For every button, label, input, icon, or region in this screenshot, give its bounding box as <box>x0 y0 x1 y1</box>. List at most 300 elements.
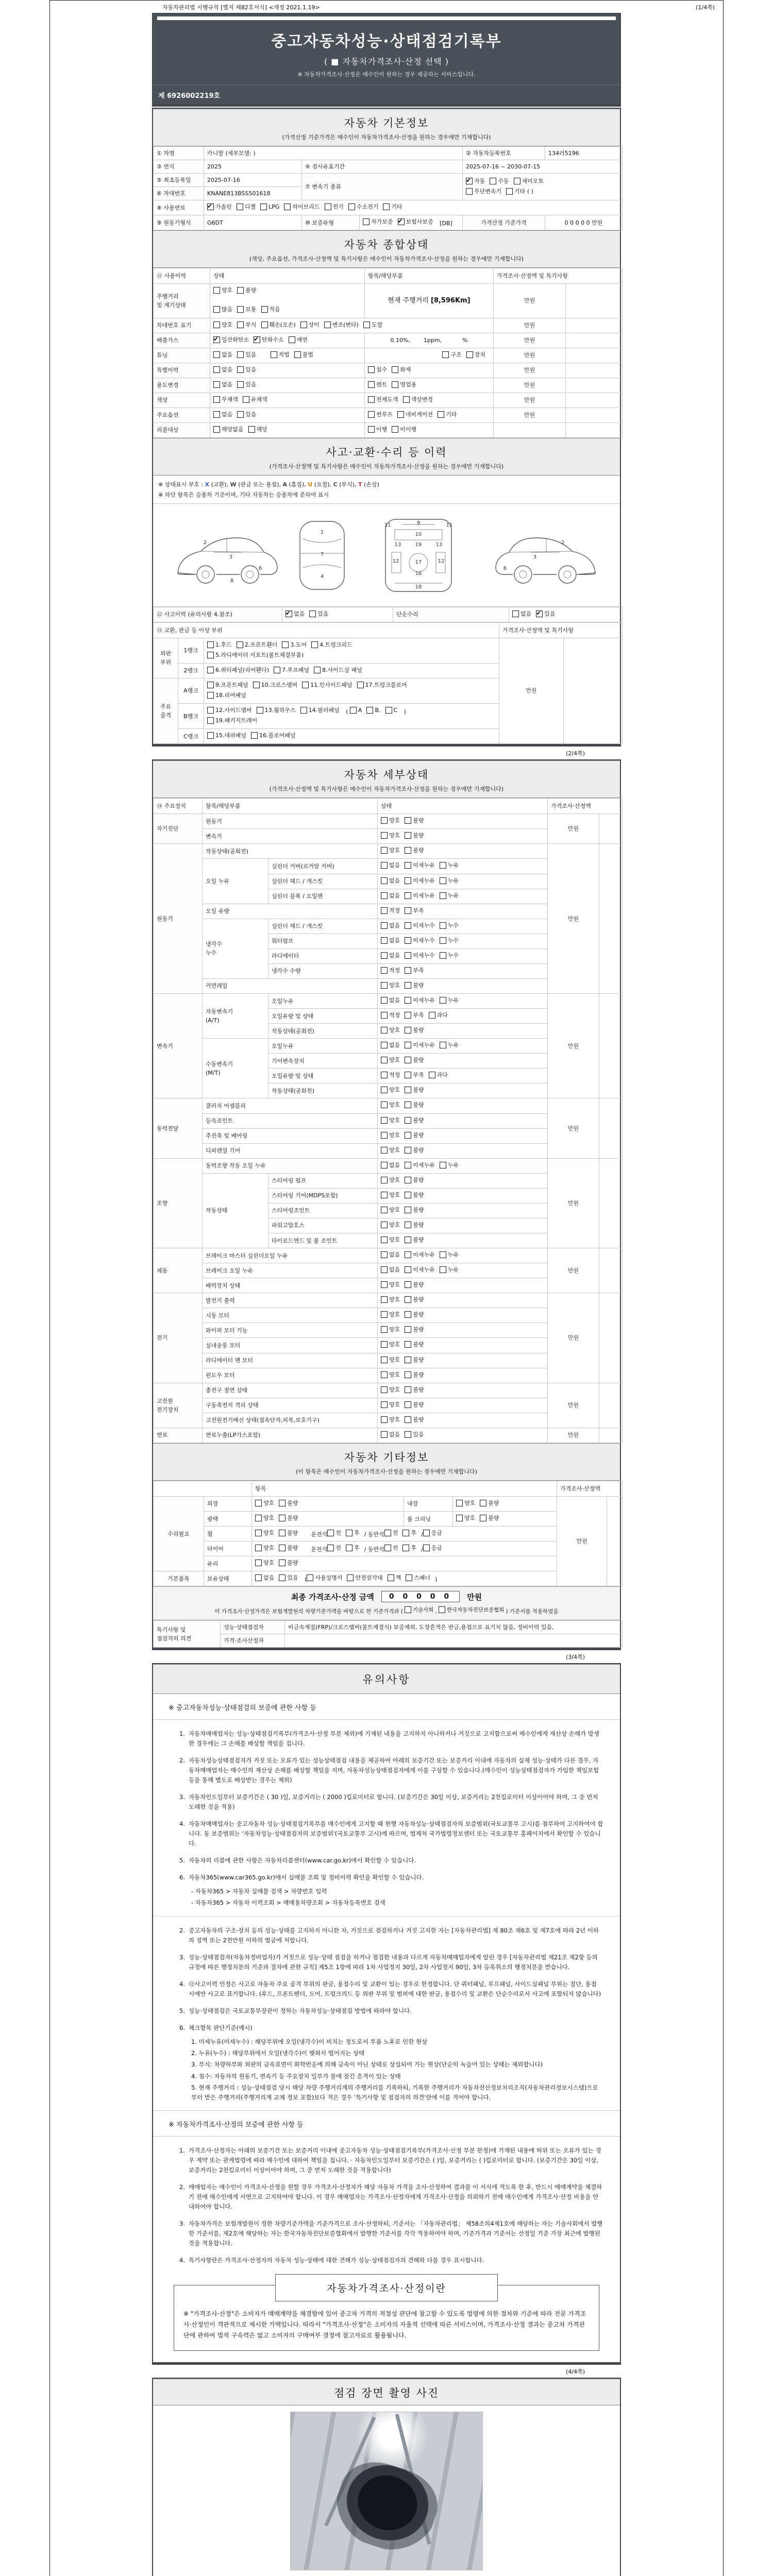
checkbox-icon <box>405 1357 411 1363</box>
checkbox-9.프론트패널[interactable]: 9.프론트패널 <box>207 681 248 689</box>
checkbox-불량[interactable]: 불량 <box>405 1355 424 1364</box>
table-row <box>154 1512 623 1527</box>
checkbox-16.플로어패널[interactable]: 16.플로어패널 <box>251 731 296 740</box>
accident-section-head <box>153 438 620 476</box>
checkbox-불량[interactable]: 불량 <box>405 1116 424 1125</box>
checkbox-있음[interactable]: 있음 <box>237 380 256 389</box>
table-cell <box>378 1173 548 1188</box>
checkbox-1.후드[interactable]: 1.후드 <box>207 640 232 649</box>
section-page2 <box>152 759 621 1650</box>
checkbox-7.루프패널[interactable]: 7.루프패널 <box>274 666 309 674</box>
checkbox-양호[interactable]: 양호 <box>381 1146 400 1155</box>
checkbox-기타[interactable]: 기타 <box>383 202 402 211</box>
checkbox-미세누유[interactable]: 미세누유 <box>405 996 435 1005</box>
checkbox-불량[interactable]: 불량 <box>405 1325 424 1334</box>
checkbox-icon <box>207 204 214 210</box>
checkbox-미세누유[interactable]: 미세누유 <box>405 876 435 885</box>
checkbox-양호[interactable]: 양호 <box>381 1385 400 1394</box>
checkbox-양호[interactable]: 양호 <box>381 1355 400 1364</box>
checkbox-수동[interactable]: 수동 <box>490 177 509 185</box>
checkbox-전[interactable]: 전 <box>384 1529 398 1537</box>
checkbox-양호[interactable]: 양호 <box>213 320 232 329</box>
checkbox-무단변속기[interactable]: 무단변속기 <box>466 187 501 196</box>
checkbox-양호[interactable]: 양호 <box>381 1086 400 1094</box>
diagram-zone-number: 11 <box>384 522 391 528</box>
checkbox-불량[interactable]: 불량 <box>405 1280 424 1289</box>
checkbox-가솔린[interactable]: ✔ 가솔린 <box>207 202 232 211</box>
table-cell <box>378 1158 548 1173</box>
checkbox-양호[interactable]: 양호 <box>381 1191 400 1199</box>
checkbox-양호[interactable]: 양호 <box>381 1415 400 1424</box>
checkbox-icon <box>381 1416 388 1423</box>
table-cell: 만원 <box>494 378 566 393</box>
checkbox-icon <box>381 907 388 914</box>
checkbox-누수[interactable]: 누수 <box>440 921 459 930</box>
checkbox-적정[interactable]: 적정 <box>381 1011 400 1020</box>
checkbox-양호[interactable]: 양호 <box>381 1280 400 1289</box>
checkbox-후[interactable]: 후 <box>402 1529 416 1537</box>
checkbox-있음[interactable]: 있음 <box>237 365 256 374</box>
checkbox-침수[interactable]: 침수 <box>368 365 387 374</box>
checkbox-후[interactable]: 후 <box>346 1544 360 1552</box>
checkbox-적법[interactable]: 적법 <box>271 350 290 359</box>
checkbox-양호[interactable]: 양호 <box>381 1325 400 1334</box>
checkbox-전[interactable]: 전 <box>327 1529 341 1537</box>
checkbox-이행[interactable]: 이행 <box>368 425 387 434</box>
checkbox-icon <box>405 1027 411 1033</box>
checkbox-기타[interactable]: 기타 <box>438 410 457 419</box>
table-cell: 외장 <box>204 1496 252 1511</box>
checkbox-해당[interactable]: 해당 <box>248 425 267 434</box>
checkbox-양호[interactable]: 양호 <box>381 831 400 840</box>
table-cell: ⑪ 사용이력 <box>154 268 210 284</box>
checkbox-불량[interactable]: 불량 <box>405 1176 424 1184</box>
checkbox-변조(변타)[interactable]: 변조(변타) <box>324 320 359 329</box>
checkbox-불량[interactable]: 불량 <box>405 1235 424 1244</box>
checkbox-일산화탄소[interactable]: ✔ 일산화탄소 <box>213 335 249 344</box>
checkbox-불량[interactable]: 불량 <box>279 1529 298 1537</box>
etc-section-title: 자동차 기타정보 <box>344 1451 429 1464</box>
car-underside-icon <box>326 2452 446 2561</box>
checkbox-누유[interactable]: 누유 <box>440 876 459 885</box>
table-cell <box>210 378 365 393</box>
checkbox-불량[interactable]: 불량 <box>405 816 424 825</box>
checkbox-17.트렁크플로어[interactable]: 17.트렁크플로어 <box>357 681 407 689</box>
diagram-zone-number: 4 <box>320 573 324 580</box>
table-row <box>154 200 623 215</box>
checkbox-6.쿼터패널(리어휀다)[interactable]: 6.쿼터패널(리어휀다) <box>207 666 269 674</box>
table-cell <box>378 1353 548 1368</box>
checkbox-불량[interactable]: 불량 <box>405 1370 424 1379</box>
checkbox-양호[interactable]: 양호 <box>381 1100 400 1109</box>
checkbox-양호[interactable]: 양호 <box>255 1544 274 1552</box>
table-row <box>154 1428 623 1443</box>
basic-section-title: 자동차 기본정보 <box>344 117 429 129</box>
checkbox-불량[interactable]: 불량 <box>480 1514 499 1522</box>
table-cell: 가격산정 기준가격 <box>463 215 545 230</box>
checkbox-icon <box>405 937 411 944</box>
checkbox-불량[interactable]: 불량 <box>279 1558 298 1567</box>
checkbox-불량[interactable]: 불량 <box>405 981 424 990</box>
diagram-zone-number: 2 <box>561 539 565 546</box>
checkbox-icon <box>237 366 244 373</box>
checkbox-불량[interactable]: 불량 <box>480 1499 499 1507</box>
checkbox-4.트렁크리드[interactable]: 4.트렁크리드 <box>311 640 352 649</box>
table-cell <box>599 814 623 844</box>
checkbox-불량[interactable]: 불량 <box>405 846 424 855</box>
checkbox-양호[interactable]: 양호 <box>255 1514 274 1522</box>
checkbox-적정[interactable]: 적정 <box>381 966 400 975</box>
checkbox-네비게이션[interactable]: 네비게이션 <box>397 410 433 419</box>
table-cell <box>378 1413 548 1428</box>
table-cell <box>204 729 499 744</box>
checkbox-18.리어패널[interactable]: 18.리어패널 <box>207 691 246 700</box>
checkbox-icon <box>405 1311 411 1318</box>
checkbox-양호[interactable]: 양호 <box>381 1056 400 1064</box>
checkbox-적정[interactable]: 적정 <box>381 906 400 915</box>
checkbox-없음[interactable]: 없음 <box>381 1041 400 1049</box>
checkbox-icon <box>423 1530 430 1536</box>
checkbox-없음[interactable]: 없음 <box>381 861 400 870</box>
checkbox-응급[interactable]: 응급 <box>423 1544 442 1552</box>
checkbox-스패너[interactable]: 스패너 <box>406 1573 430 1582</box>
checkbox-icon <box>405 1371 411 1378</box>
checkbox-양호[interactable]: 양호 <box>255 1529 274 1537</box>
checkbox-누유[interactable]: 누유 <box>440 891 459 900</box>
table-cell: 클러치 어셈블리 <box>203 1098 378 1113</box>
checkbox-icon <box>248 426 255 433</box>
checkbox-icon <box>347 1574 354 1581</box>
checkbox-양호[interactable]: 양호 <box>381 1206 400 1214</box>
checkbox-양호[interactable]: 양호 <box>456 1514 475 1522</box>
table-cell: 실린더 블록 / 오일팬 <box>268 889 378 904</box>
checkbox-색상변경[interactable]: 색상변경 <box>403 395 433 404</box>
checkbox-누유[interactable]: 누유 <box>440 861 459 870</box>
checkbox-있음[interactable]: 있음 <box>237 350 256 359</box>
checkbox-미세누유[interactable]: 미세누유 <box>405 861 435 870</box>
checkbox-15.대쉬패널[interactable]: 15.대쉬패널 <box>207 731 246 740</box>
checkbox-전[interactable]: 전 <box>327 1544 341 1552</box>
checkbox-자동[interactable]: ✔ 자동 <box>466 177 485 185</box>
checkbox-누유[interactable]: 누유 <box>440 1041 459 1049</box>
checkbox-전[interactable]: 전 <box>384 1544 398 1552</box>
checkbox-양호[interactable]: 양호 <box>456 1499 475 1507</box>
checkbox-미세누수[interactable]: 미세누수 <box>405 936 435 945</box>
checkbox-적정[interactable]: 적정 <box>381 1071 400 1079</box>
law-note: 자동차관리법 시행규칙 [별지 제82호서식] <개정 2021.1.19> <box>162 4 320 11</box>
table-cell <box>378 904 548 919</box>
checkbox-미세누유[interactable]: 미세누유 <box>405 1161 435 1170</box>
checkbox-13.휠하우스[interactable]: 13.휠하우스 <box>257 706 296 715</box>
checkbox-양호[interactable]: 양호 <box>381 1235 400 1244</box>
checkbox-부식[interactable]: 부식 <box>237 320 256 329</box>
checkbox-B,[interactable]: B, <box>366 706 380 715</box>
checkbox-icon <box>294 351 301 358</box>
checkbox-불량[interactable]: 불량 <box>405 1295 424 1304</box>
table-cell: 2랭크 <box>178 663 204 678</box>
checkbox-미세누유[interactable]: 미세누유 <box>405 891 435 900</box>
table-cell: 시동 모터 <box>203 1308 378 1323</box>
notice-item: 2. 자동차성능상태점검자가 거짓 또는 오류가 있는 성능상태점검 내용을 제공하여 아래의 보증기간 또는 보증거리 이내에 자동차의 실제 성능·상태가 다른 경우, 자동차매매업자는 매수인의 재산상 손해를 배상할 책임을 지며, 자동차성능상태점검자에게 이를 구상할 수 있습니다.(매수인이 성능상태점검자가 가입한 책임보험 등을 통해 별도로 배상받는 경우는 제외) <box>179 1757 599 1784</box>
diagram-zone-number: 19 <box>415 541 422 548</box>
checkbox-양호[interactable]: 양호 <box>381 1131 400 1140</box>
checkbox-양호[interactable]: 양호 <box>381 1116 400 1125</box>
checkbox-icon <box>207 652 214 658</box>
checkbox-없음[interactable]: 없음 <box>381 936 400 945</box>
checkbox-불량[interactable]: 불량 <box>405 1026 424 1035</box>
checkbox-없음[interactable]: 없음 <box>381 1250 400 1259</box>
table-cell <box>566 348 623 363</box>
checkbox-양호[interactable]: 양호 <box>213 286 232 295</box>
table-cell <box>365 408 494 422</box>
checkbox-매연[interactable]: 매연 <box>289 335 308 344</box>
checkbox-후[interactable]: 후 <box>346 1529 360 1537</box>
checkbox-있음[interactable]: 있음 <box>237 410 256 419</box>
checkbox-장치[interactable]: 장치 <box>466 350 485 359</box>
checkbox-불량[interactable]: 불량 <box>405 1415 424 1424</box>
checkbox-상이[interactable]: 상이 <box>300 320 320 329</box>
checkbox-미이행[interactable]: 미이행 <box>392 425 416 434</box>
checkbox-2.프론트휀더[interactable]: 2.프론트휀더 <box>237 640 278 649</box>
checkbox-A[interactable]: A <box>350 706 362 715</box>
diagram-zone-number: 1 <box>320 529 324 535</box>
checkbox-불량[interactable]: 불량 <box>405 1146 424 1155</box>
checkbox-미세누유[interactable]: 미세누유 <box>405 1250 435 1259</box>
checkbox-icon <box>405 892 411 899</box>
table-cell <box>378 1054 548 1069</box>
checkbox-icon <box>405 832 411 839</box>
checkbox-양호[interactable]: 양호 <box>381 816 400 825</box>
checkbox-양호[interactable]: 양호 <box>381 1340 400 1349</box>
checkbox-미세누유[interactable]: 미세누유 <box>405 1265 435 1274</box>
checkbox-11.인사이드패널[interactable]: 11.인사이드패널 <box>302 681 352 689</box>
checkbox-도말[interactable]: 도말 <box>363 320 382 329</box>
checkbox-안전삼각대[interactable]: 안전삼각대 <box>347 1573 382 1582</box>
checkbox-10.크로스멤버[interactable]: 10.크로스멤버 <box>253 681 298 689</box>
checkbox-화재[interactable]: 화재 <box>392 365 411 374</box>
checkbox-icon <box>466 351 473 358</box>
checkbox-응급[interactable]: 응급 <box>423 1529 442 1537</box>
table-cell: 배출가스 <box>154 333 210 348</box>
checkbox-부족[interactable]: 부족 <box>405 1071 424 1079</box>
checkbox-불량[interactable]: 불량 <box>405 1400 424 1409</box>
checkbox-누유[interactable]: 누유 <box>440 1265 459 1274</box>
accident-notes <box>153 476 620 504</box>
checkbox-LPG[interactable]: LPG <box>260 202 279 211</box>
checkbox-icon <box>381 1281 388 1288</box>
checkbox-없음[interactable]: 없음 <box>381 921 400 930</box>
checkbox-불량[interactable]: 불량 <box>405 1100 424 1109</box>
checkbox-양호[interactable]: 양호 <box>381 1295 400 1304</box>
checkbox-없음[interactable]: 없음 <box>381 891 400 900</box>
table-cell <box>252 1556 557 1571</box>
checkbox-양호[interactable]: 양호 <box>381 1176 400 1184</box>
table-cell <box>154 1481 252 1496</box>
checkbox-해당없음[interactable]: 해당없음 <box>213 425 244 434</box>
checkbox-14.필러패널[interactable]: 14.필러패널 <box>300 706 340 715</box>
checkbox-미세누수[interactable]: 미세누수 <box>405 951 435 960</box>
checkbox-잭[interactable]: 잭 <box>388 1573 401 1582</box>
checkbox-불량[interactable]: 불량 <box>405 1206 424 1214</box>
checkbox-불량[interactable]: 불량 <box>279 1499 298 1507</box>
checkbox-양호[interactable]: 양호 <box>381 1221 400 1229</box>
checkbox-누유[interactable]: 누유 <box>440 1250 459 1259</box>
table-cell <box>378 1218 548 1233</box>
table-cell: 작동상태(공회전) <box>268 1024 378 1039</box>
checkbox-기타 ( )[interactable]: 기타 ( ) <box>506 187 533 196</box>
checkbox-없음[interactable]: ✔ 없음 <box>285 609 305 618</box>
table-cell <box>378 844 548 859</box>
checkbox-후[interactable]: 후 <box>402 1544 416 1552</box>
checkbox-양호[interactable]: 양호 <box>381 1400 400 1409</box>
table-cell: 라디에이터 <box>268 948 378 963</box>
checkbox-없음[interactable]: 없음 <box>213 380 232 389</box>
checkbox-많음[interactable]: 많음 <box>213 305 232 314</box>
checkbox-icon <box>405 1177 411 1183</box>
table-cell: 항목/해당부품 <box>203 799 378 814</box>
table-cell: 만원 <box>494 363 566 378</box>
checkbox-없음[interactable]: 없음 <box>213 410 232 419</box>
checkbox-불량[interactable]: 불량 <box>279 1514 298 1522</box>
checkbox-icon <box>279 1560 285 1566</box>
checkbox-기술사회[interactable]: 기술사회 <box>405 1606 434 1614</box>
checkbox-불량[interactable]: 불량 <box>405 1385 424 1394</box>
checkbox-사용설명서[interactable]: 사용설명서 <box>307 1573 342 1582</box>
checkbox-없음[interactable]: 없음 <box>255 1573 274 1582</box>
checkbox-세미오토[interactable]: 세미오토 <box>514 177 544 185</box>
checkbox-한국자동차진단보증협회[interactable]: 한국자동차진단보증협회 <box>439 1606 505 1614</box>
checkbox-자가보증[interactable]: 자가보증 <box>363 217 393 226</box>
photos-section-title: 점검 장면 촬영 사진 <box>333 2386 440 2399</box>
checkbox-부족[interactable]: 부족 <box>405 966 424 975</box>
table-cell <box>378 994 548 1009</box>
table-cell: 추진축 및 베어링 <box>203 1128 378 1143</box>
checkbox-렌트[interactable]: 렌트 <box>368 380 387 389</box>
checkbox-불량[interactable]: 불량 <box>405 1056 424 1064</box>
checkbox-불량[interactable]: 불량 <box>405 1191 424 1199</box>
checkbox-영업용[interactable]: 영업용 <box>392 380 416 389</box>
checkbox-과다[interactable]: 과다 <box>429 1011 448 1020</box>
checkbox-icon <box>480 1500 486 1506</box>
checkbox-불량[interactable]: 불량 <box>279 1544 298 1552</box>
checkbox-불량[interactable]: 불량 <box>405 1340 424 1349</box>
checkbox-없음[interactable]: 없음 <box>512 609 531 618</box>
checkbox-불량[interactable]: 불량 <box>237 286 256 295</box>
table-cell <box>566 393 623 408</box>
checkbox-미세누수[interactable]: 미세누수 <box>405 921 435 930</box>
checkbox-없음[interactable]: 없음 <box>381 876 400 885</box>
checkbox-적음[interactable]: 적음 <box>261 305 280 314</box>
checkbox-8.사이드실 패널[interactable]: 8.사이드실 패널 <box>314 666 362 674</box>
checkbox-있음[interactable]: ✔ 있음 <box>536 609 555 618</box>
checkbox-C[interactable]: C <box>385 706 398 715</box>
checkbox-양호[interactable]: 양호 <box>255 1499 274 1507</box>
table-cell: 변속기 <box>154 994 203 1098</box>
checkbox-부족[interactable]: 부족 <box>405 906 424 915</box>
checkbox-없음[interactable]: 없음 <box>381 1430 400 1439</box>
checkbox-3.도어[interactable]: 3.도어 <box>282 640 307 649</box>
checkbox-icon <box>381 1132 388 1139</box>
checkbox-icon <box>261 321 268 328</box>
page-mark-1: (1/4쪽) <box>696 4 715 11</box>
checkbox-icon <box>381 967 388 974</box>
checkbox-19.패키지트레이[interactable]: 19.패키지트레이 <box>207 716 257 725</box>
checkbox-부족[interactable]: 부족 <box>405 1011 424 1020</box>
checkbox-보험사보증[interactable]: ✔ 보험사보증 <box>398 217 433 226</box>
table-row <box>154 638 623 663</box>
checkbox-보통[interactable]: 보통 <box>237 305 256 314</box>
checkbox-양호[interactable]: 양호 <box>381 1370 400 1379</box>
table-cell: 항목/해당부품 <box>365 268 494 284</box>
checkbox-있음[interactable]: 있음 <box>309 609 328 618</box>
checkbox-과다[interactable]: 과다 <box>429 1071 448 1079</box>
checkbox-icon <box>456 1515 463 1521</box>
checkbox-없음[interactable]: 없음 <box>381 1265 400 1274</box>
checkbox-12.사이드멤버[interactable]: 12.사이드멤버 <box>207 706 252 715</box>
final-price-amount: 0 0 0 0 0 <box>381 1591 460 1602</box>
checkbox-구조[interactable]: 구조 <box>442 350 461 359</box>
checkbox-불량[interactable]: 불량 <box>405 1131 424 1140</box>
checkbox-전기[interactable]: 전기 <box>325 202 344 211</box>
checkbox-양호[interactable]: 양호 <box>381 981 400 990</box>
table-cell: 등속죠인트 <box>203 1113 378 1128</box>
checkbox-없음[interactable]: 없음 <box>213 350 232 359</box>
checkbox-없음[interactable]: 없음 <box>381 951 400 960</box>
checkbox-탄화수소[interactable]: ✔ 탄화수소 <box>254 335 284 344</box>
checkbox-icon <box>392 381 398 388</box>
checkbox-있음[interactable]: 있음 <box>405 1430 424 1439</box>
table-cell <box>210 363 365 378</box>
checkbox-디젤[interactable]: 디젤 <box>237 202 256 211</box>
checkbox-있음[interactable]: 있음 <box>279 1573 298 1582</box>
checkbox-불량[interactable]: 불량 <box>405 1310 424 1319</box>
checkbox-5.라디에이터 서포트(볼트체결부품)[interactable]: 5.라디에이터 서포트(볼트체결부품) <box>207 651 304 659</box>
etc-section-sub: (이 항목은 매수인이 자동차가격조사·산정을 원하는 경우에만 기재합니다) <box>296 1468 477 1475</box>
checkbox-icon <box>368 381 375 388</box>
checkbox-누수[interactable]: 누수 <box>440 951 459 960</box>
checkbox-누유[interactable]: 누유 <box>440 996 459 1005</box>
checkbox-불량[interactable]: 불량 <box>405 1221 424 1229</box>
checkbox-유채색[interactable]: 유채색 <box>243 395 267 404</box>
checkbox-수소전기[interactable]: 수소전기 <box>348 202 379 211</box>
checkbox-썬루프[interactable]: 썬루프 <box>368 410 393 419</box>
checkbox-전체도색[interactable]: 전체도색 <box>368 395 398 404</box>
checkbox-불량[interactable]: 불량 <box>405 1086 424 1094</box>
checkbox-미세누유[interactable]: 미세누유 <box>405 1041 435 1049</box>
checkbox-양호[interactable]: 양호 <box>381 846 400 855</box>
checkbox-누수[interactable]: 누수 <box>440 936 459 945</box>
notice-item: 4. ⑫사고이력 인정은 사고로 자동차 주요 골격 부위의 판금, 용접수리 및 교환이 있는 경우로 한정합니다. 단 쿼터패널, 루프패널, 사이드실패널 부위는 절단, 용접 시에만 사고로 표기합니다. (후드, 프론트펜더, 도어, 트렁크리드 등 외판 부위 및 범퍼에 대한 판금, 용접수리 및 교환은 단순수리로서 사고에 포함되지 않습니다) <box>179 1980 601 1997</box>
checkbox-불량[interactable]: 불량 <box>405 831 424 840</box>
checkbox-누유[interactable]: 누유 <box>440 1161 459 1170</box>
checkbox-없음[interactable]: 없음 <box>381 996 400 1005</box>
checkbox-없음[interactable]: 없음 <box>213 365 232 374</box>
checkbox-양호[interactable]: 양호 <box>381 1026 400 1035</box>
checkbox-하이브리드[interactable]: 하이브리드 <box>284 202 320 211</box>
checkbox-훼손(오손)[interactable]: 훼손(오손) <box>261 320 296 329</box>
table-cell: 만원 <box>548 994 599 1098</box>
table-cell: ⑩ 보증유형 <box>302 215 360 230</box>
checkbox-없음[interactable]: 없음 <box>381 1161 400 1170</box>
checkbox-불법[interactable]: 불법 <box>294 350 313 359</box>
checkbox-icon <box>327 1530 334 1536</box>
table-cell <box>566 408 623 422</box>
checkbox-양호[interactable]: 양호 <box>255 1558 274 1567</box>
checkbox-icon <box>381 1057 388 1063</box>
checkbox-무채색[interactable]: 무채색 <box>213 395 238 404</box>
checkbox-양호[interactable]: 양호 <box>381 1310 400 1319</box>
table-cell <box>378 1383 548 1398</box>
